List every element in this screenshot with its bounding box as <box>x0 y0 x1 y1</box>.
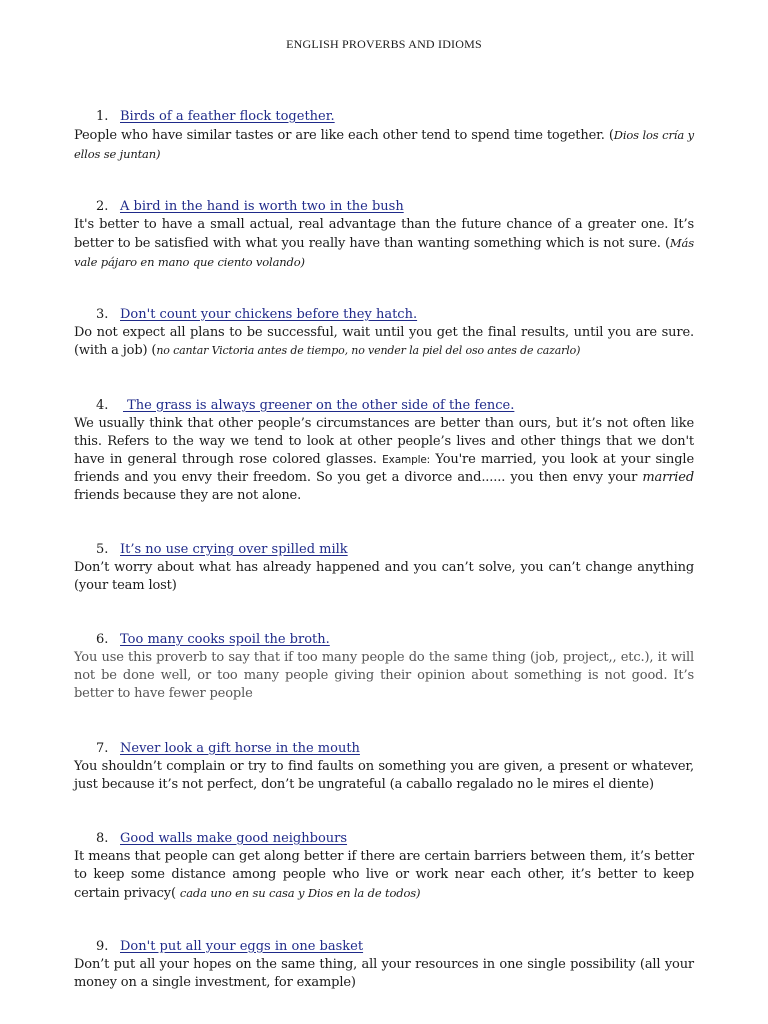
entry-explanation <box>74 758 694 794</box>
entry-heading <box>74 830 694 848</box>
emphasis-word: married <box>642 470 694 485</box>
proverb-link[interactable]: Birds of a feather flock together. <box>120 109 335 124</box>
example-text: You're married, you look at your single friends and you envy their freedom. So you get a divorce and...... you then envy your <box>74 452 694 485</box>
entry-number: 9. <box>96 939 109 954</box>
entry-number: 1. <box>96 109 109 124</box>
proverb-entry-7 <box>74 740 694 794</box>
spanish-equivalent: no cantar Victoria antes de tiempo, no vender la piel del oso antes de cazarlo) <box>156 344 581 357</box>
entry-explanation <box>74 848 694 903</box>
proverb-entry-8 <box>74 830 694 903</box>
entry-heading <box>74 108 694 126</box>
proverb-link[interactable]: Never look a gift horse in the mouth <box>120 741 360 756</box>
entry-number: 8. <box>96 831 109 846</box>
explanation-text: You use this proverb to say that if too many people do the same thing (job, project,, etc.), it will not be done well, or too many people giving their opinion about something is not good. It’s better to have fewer people <box>74 650 694 701</box>
entry-heading <box>74 541 694 559</box>
entry-explanation <box>74 216 694 272</box>
proverb-link[interactable]: A bird in the hand is worth two in the bush <box>120 199 404 214</box>
entry-explanation <box>74 956 694 992</box>
entry-number: 7. <box>96 741 109 756</box>
entry-number: 6. <box>96 632 109 647</box>
proverb-link[interactable]: Good walls make good neighbours <box>120 831 348 846</box>
proverb-entry-4 <box>74 397 694 505</box>
proverb-link[interactable]: Too many cooks spoil the broth. <box>120 632 330 647</box>
entry-heading <box>74 306 694 324</box>
proverb-link[interactable]: Don't put all your eggs in one basket <box>120 939 364 954</box>
explanation-text: People who have similar tastes or are like each other tend to spend time together. ( <box>74 128 614 143</box>
explanation-text: You shouldn’t complain or try to find faults on something you are given, a present or whatever, just because it’s not perfect, don’t be ungrateful (a caballo regalado no le mires el diente) <box>74 759 694 792</box>
proverb-entry-6 <box>74 631 694 703</box>
proverb-entry-3 <box>74 306 694 360</box>
entry-explanation <box>74 324 694 360</box>
entry-explanation <box>74 415 694 505</box>
proverb-entry-2 <box>74 198 694 272</box>
entry-number: 3. <box>96 307 109 322</box>
entry-heading <box>74 740 694 758</box>
entry-number: 2. <box>96 199 109 214</box>
entry-number: 5. <box>96 542 109 557</box>
spanish-equivalent: cada uno en su casa y Dios en la de todos) <box>179 886 421 900</box>
proverb-entry-5 <box>74 541 694 595</box>
explanation-text: Do not expect all plans to be successful, wait until you get the final results, until you are sure. (with a job) ( <box>74 325 694 358</box>
page-title: ENGLISH PROVERBS AND IDIOMS <box>286 37 482 51</box>
proverb-entry-1 <box>74 108 694 164</box>
entry-explanation <box>74 126 694 164</box>
entry-heading <box>74 938 694 956</box>
entry-number: 4. <box>96 398 109 413</box>
entry-heading <box>74 397 694 415</box>
proverb-entry-9 <box>74 938 694 992</box>
entry-heading <box>74 631 694 649</box>
example-text-end: friends because they are not alone. <box>74 488 302 503</box>
explanation-text: Don’t worry about what has already happened and you can’t solve, you can’t change anything (your team lost) <box>74 560 694 593</box>
explanation-text: It's better to have a small actual, real advantage than the future chance of a greater one. It’s better to be satisfied with what you really have than wanting something which is not sure. ( <box>74 217 694 251</box>
proverb-link[interactable]: It’s no use crying over spilled milk <box>120 542 348 557</box>
spanish-equivalent: Más vale pájaro en mano que ciento volando) <box>74 236 694 269</box>
entry-heading <box>74 198 694 216</box>
entry-explanation <box>74 559 694 595</box>
explanation-text: Don’t put all your hopes on the same thing, all your resources in one single possibility (all your money on a single investment, for example) <box>74 957 694 990</box>
proverb-link[interactable]: Don't count your chickens before they hatch. <box>120 307 418 322</box>
explanation-text: We usually think that other people’s circumstances are better than ours, but it’s not often like this. Refers to the way we tend to look at other people’s lives and other things that we don't have in general through rose colored glasses. <box>74 416 694 467</box>
explanation-text: It means that people can get along better if there are certain barriers between them, it’s better to keep some distance among people who live or work near each other, it’s better to keep certain privacy( <box>74 849 694 901</box>
example-label: Example: <box>382 454 431 466</box>
proverb-link[interactable]: The grass is always greener on the other side of the fence. <box>123 398 515 413</box>
spanish-equivalent: Dios los cría y ellos se juntan) <box>74 128 694 161</box>
entry-explanation <box>74 649 694 703</box>
